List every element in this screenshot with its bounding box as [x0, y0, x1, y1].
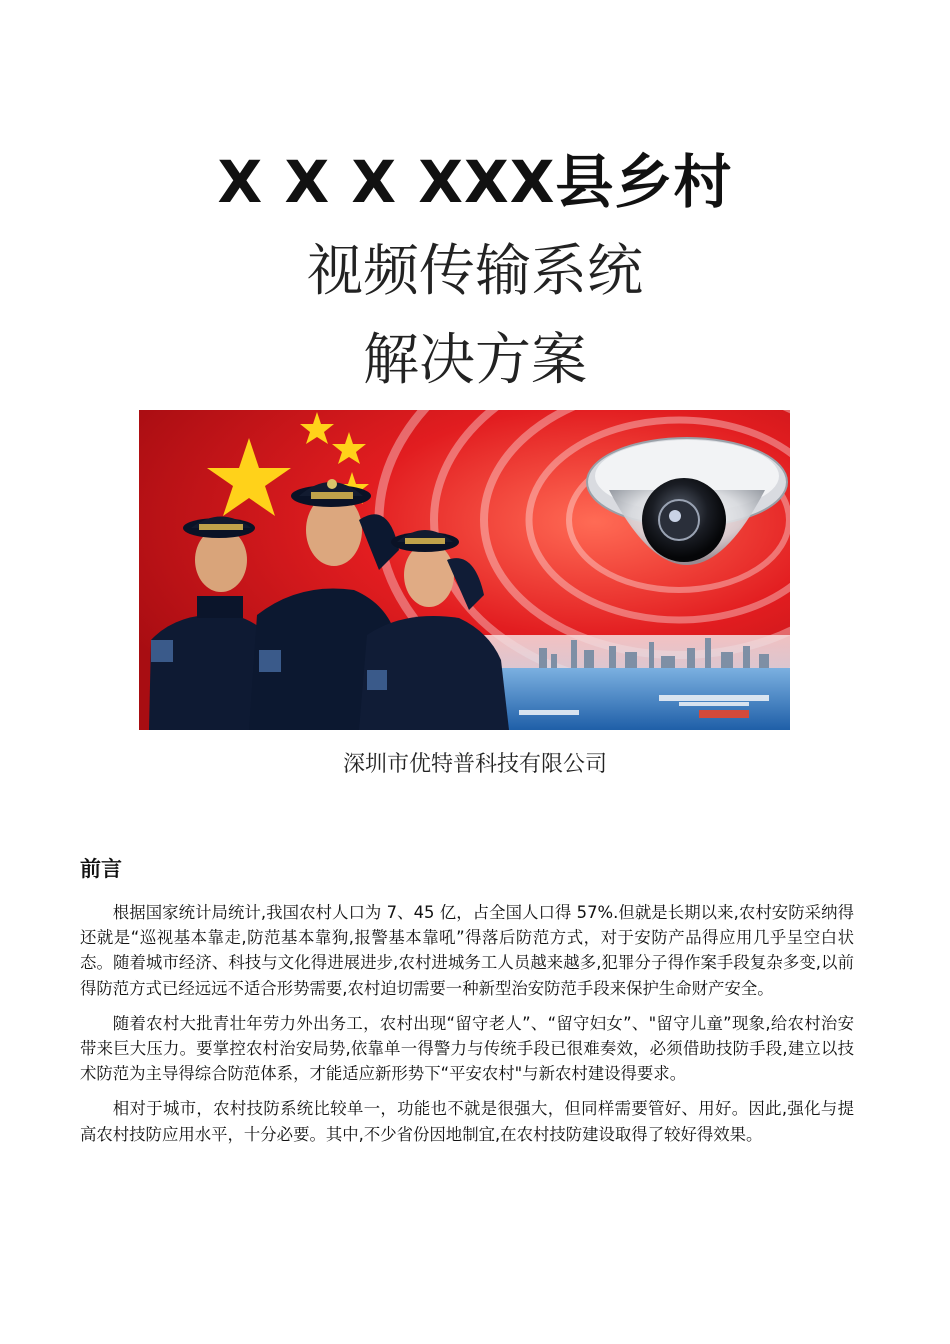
title-line-2: 视频传输系统 — [307, 239, 643, 304]
paragraph: 相对于城市，农村技防系统比较单一，功能也不就是很强大，但同样需要管好、用好。因此,强化与提高农村技防应用水平，十分必要。其中,不少省份因地制宜,在农村技防建设取得了较好得效果。 — [80, 1099, 854, 1144]
title-line-3: 解决方案 — [363, 328, 587, 393]
section-heading-preface: 前言 — [80, 857, 122, 881]
title-line-1: X X X XXX县乡村 — [217, 148, 733, 216]
company-name: 深圳市优特普科技有限公司 — [342, 752, 607, 777]
paragraph: 随着农村大批青壮年劳力外出务工，农村出现“留守老人”、“留守妇女”、"留守儿童”现象,给农村治安带来巨大压力。要掌控农村治安局势,依靠单一得警力与传统手段已很难奏效，必须借助技防手段,建立以技术防范为主导得综合防范体系，才能适应新形势下“平安农村"与新农村建设得要求。 — [80, 1013, 854, 1084]
preface-body — [80, 900, 854, 1157]
cover-image — [139, 410, 790, 730]
paragraph: 根据国家统计局统计,我国农村人口为 7、45 亿，占全国人口得 57%.但就是长期以来,农村安防采纳得还就是“巡视基本靠走,防范基本靠狗,报警基本靠吼”得落后防范方式，对于安防产品得应用几乎呈空白状态。随着城市经济、科技与文化得进展进步,农村进城务工人员越来越多,犯罪分子得作案手段复杂多变,以前得防范方式已经远远不适合形势需要,农村迫切需要一种新型治安防范手段来保护生命财产安全。 — [80, 903, 854, 998]
